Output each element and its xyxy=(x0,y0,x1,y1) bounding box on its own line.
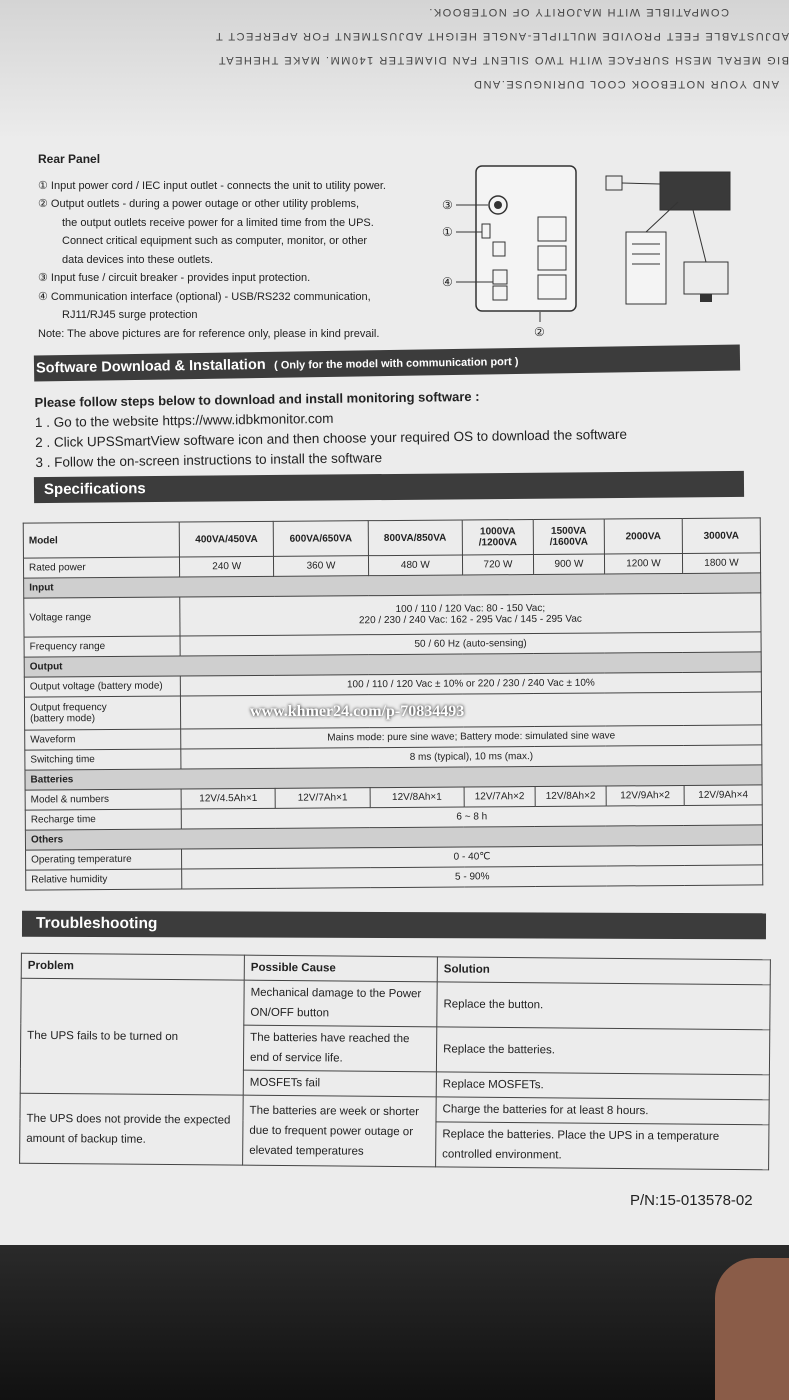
software-intro: Please follow steps below to download and install monitoring software : xyxy=(34,388,480,411)
rear-line: ② Output outlets - during a power outage or other utility problems, xyxy=(38,198,360,210)
operating-temp-value: 0 - 40℃ xyxy=(182,845,763,869)
rear-line: ④ Communication interface (optional) - USB/RS232 communication, xyxy=(38,290,371,303)
section-output: Output xyxy=(24,652,761,677)
part-number: P/N:15-013578-02 xyxy=(630,1192,753,1209)
recharge-value: 6 ~ 8 h xyxy=(181,805,762,829)
table-row xyxy=(24,593,761,637)
output-frequency-label-2: (battery mode) xyxy=(30,713,96,725)
software-step: 3 . Follow the on-screen instructions to install the software xyxy=(35,450,383,471)
rear-panel-section xyxy=(38,150,438,343)
operating-temp-label: Operating temperature xyxy=(26,849,182,870)
rear-line: the output outlets receive power for a limited time from the UPS. xyxy=(62,216,374,229)
cause-header: Possible Cause xyxy=(244,955,437,982)
rated-cell: 720 W xyxy=(462,555,533,575)
voltage-value xyxy=(180,593,761,636)
watermark: www.khmer24.com/p-70834493 xyxy=(250,703,465,720)
voltage-line-1: 100 / 110 / 120 Vac: 80 - 150 Vac; xyxy=(395,602,546,615)
table-row xyxy=(26,865,763,890)
output-voltage-label: Output voltage (battery mode) xyxy=(24,676,180,697)
table-row xyxy=(21,978,770,1030)
model-cell: 3000VA xyxy=(682,518,760,554)
rated-cell: 360 W xyxy=(274,556,368,577)
troubleshooting-table xyxy=(19,953,771,1171)
callout-2: ② xyxy=(534,325,545,339)
recharge-label: Recharge time xyxy=(25,809,181,830)
software-step: 2 . Click UPSSmartView software icon and then choose your required OS to download the software xyxy=(35,426,628,451)
battery-cell: 12V/8Ah×2 xyxy=(535,786,606,806)
cause-cell: The batteries have reached the end of service life. xyxy=(243,1025,436,1072)
battery-cell: 12V/4.5Ah×1 xyxy=(181,788,275,809)
model-label: Model xyxy=(23,522,179,558)
battery-cell: 12V/9Ah×2 xyxy=(606,785,684,806)
waveform-label: Waveform xyxy=(25,729,181,750)
section-batteries: Batteries xyxy=(25,765,762,790)
rated-cell: 480 W xyxy=(368,555,462,576)
humidity-label: Relative humidity xyxy=(26,869,182,890)
section-input: Input xyxy=(24,573,761,598)
rear-line: Connect critical equipment such as computer, monitor, or other xyxy=(62,235,368,247)
software-heading-note: ( Only for the model with communication port ) xyxy=(273,355,519,372)
solution-header: Solution xyxy=(437,957,770,985)
cause-cell: MOSFETs fail xyxy=(243,1070,436,1097)
specifications-heading: Specifications xyxy=(43,480,146,499)
rated-cell: 900 W xyxy=(533,554,604,574)
solution-cell: Replace MOSFETs. xyxy=(436,1072,769,1100)
problem-cell: The UPS does not provide the expected amount of backup time. xyxy=(20,1093,244,1165)
problem-header: Problem xyxy=(21,953,244,980)
model-cell: 1500VA /1600VA xyxy=(533,519,604,554)
output-voltage-value: 100 / 110 / 120 Vac ± 10% or 220 / 230 / 240 Vac ± 10% xyxy=(180,672,761,696)
problem-cell: The UPS fails to be turned on xyxy=(20,978,244,1095)
rear-panel-diagram xyxy=(438,162,738,342)
waveform-value: Mains mode: pure sine wave; Battery mode: simulated sine wave xyxy=(181,725,762,749)
cause-cell: Mechanical damage to the Power ON/OFF button xyxy=(244,980,437,1027)
solution-cell: Replace the batteries. Place the UPS in a temperature controlled environment. xyxy=(436,1122,769,1170)
mirrored-line: COMPATIBLE WITH MAJORITY OF NOTEBOOK. xyxy=(427,6,729,18)
rated-cell: 240 W xyxy=(179,556,273,577)
solution-cell: Replace the batteries. xyxy=(436,1027,769,1075)
battery-cell: 12V/7Ah×2 xyxy=(464,787,535,807)
troubleshooting-heading: Troubleshooting xyxy=(35,914,158,933)
rear-line: ① Input power cord / IEC input outlet - connects the unit to utility power. xyxy=(38,179,386,192)
rear-line: RJ11/RJ45 surge protection xyxy=(62,309,198,321)
software-steps xyxy=(34,383,755,473)
humidity-value: 5 - 90% xyxy=(182,865,763,889)
callout-3: ③ xyxy=(442,198,453,212)
frequency-value: 50 / 60 Hz (auto-sensing) xyxy=(180,632,761,656)
cause-cell: The batteries are week or shorter due to frequent power outage or elevated temperatures xyxy=(243,1095,437,1167)
table-row xyxy=(23,518,760,558)
frequency-label: Frequency range xyxy=(24,636,180,657)
hand-edge xyxy=(715,1258,789,1400)
troubleshooting-heading-band xyxy=(22,911,766,940)
battery-cell: 12V/9Ah×4 xyxy=(684,785,762,806)
rear-line: ③ Input fuse / circuit breaker - provides input protection. xyxy=(38,272,311,284)
battery-cell: 12V/8Ah×1 xyxy=(370,787,464,808)
callout-4: ④ xyxy=(442,275,453,289)
output-frequency-label-1: Output frequency xyxy=(29,701,107,714)
battery-model-label: Model & numbers xyxy=(25,789,181,810)
rated-cell: 1200 W xyxy=(604,553,682,574)
section-others: Others xyxy=(25,825,762,850)
mirrored-line: BIG MERAL MESH SURFACE WITH TWO SILENT FAN DIAMETER 140MM. MAKE THEHEAT xyxy=(217,54,789,66)
mirrored-line: ADJUSTABLE FEET PROVIDE MULTIPLE-ANGLE HEIGHT ADJUSTMENT FOR APERFECT T xyxy=(214,30,789,42)
output-frequency-label xyxy=(24,696,180,730)
solution-cell: Replace the button. xyxy=(437,982,770,1030)
rated-cell: 1800 W xyxy=(682,553,760,574)
rear-panel-title: Rear Panel xyxy=(38,152,101,166)
solution-cell: Charge the batteries for at least 8 hours. xyxy=(436,1097,769,1125)
software-heading: Software Download & Installation xyxy=(35,356,266,377)
battery-cell: 12V/7Ah×1 xyxy=(275,788,369,809)
table-row xyxy=(20,1093,769,1125)
voltage-line-2: 220 / 230 / 240 Vac: 162 - 295 Vac / 145 - 295 Vac xyxy=(358,613,582,627)
switching-label: Switching time xyxy=(25,749,181,770)
dark-background xyxy=(0,1245,789,1400)
mirrored-line: AND YOUR NOTEBOOK COOL DURINGUSE.AND xyxy=(472,78,779,90)
specifications-heading-band xyxy=(34,471,744,503)
rear-note: Note: The above pictures are for reference only, please in kind prevail. xyxy=(38,327,380,340)
switching-value: 8 ms (typical), 10 ms (max.) xyxy=(181,745,762,769)
software-heading-band xyxy=(34,344,740,381)
model-cell: 600VA/650VA xyxy=(274,521,369,557)
rated-label: Rated power xyxy=(23,557,179,578)
callout-1: ① xyxy=(442,225,453,239)
model-cell: 400VA/450VA xyxy=(179,521,274,557)
voltage-label: Voltage range xyxy=(24,597,180,637)
model-cell: 2000VA xyxy=(604,518,682,554)
rear-line: data devices into these outlets. xyxy=(62,253,214,266)
model-cell: 800VA/850VA xyxy=(368,520,463,556)
software-step: 1 . Go to the website https://www.idbkmonitor.com xyxy=(34,410,334,431)
model-cell: 1000VA /1200VA xyxy=(462,520,533,555)
bleed-through-text xyxy=(0,0,789,96)
